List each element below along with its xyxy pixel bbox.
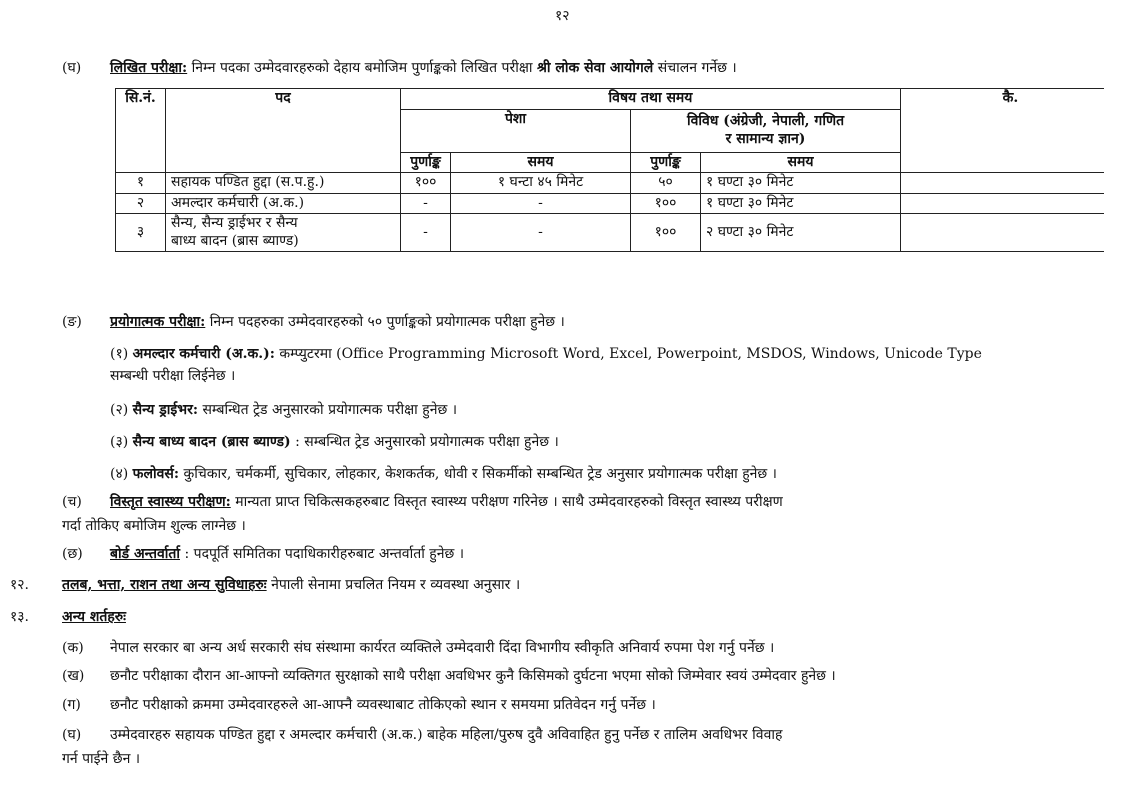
page-right-edge [1104,0,1132,787]
health-title: विस्तृत स्वास्थ्य परीक्षण: [110,494,231,510]
row-remarks [901,173,1121,194]
practical-title: प्रयोगात्मक परीक्षा: [110,314,206,330]
condition-marker: (क) [62,640,84,656]
row-sn: २ [116,193,166,214]
row-profession-marks: १०० [401,173,451,194]
health-marker: (च) [62,494,82,510]
practical-item-1-cont: सम्बन्धी परीक्षा लिईनेछ । [110,368,236,384]
salary-text: नेपाली सेनामा प्रचलित नियम र व्यवस्था अनुसार । [271,577,521,593]
row-sn: १ [116,173,166,194]
practical-item-4 [110,466,777,484]
item-marker: (१) [110,346,129,362]
practical-item-1 [110,346,982,364]
item-text: : सम्बन्धित ट्रेड अनुसारको प्रयोगात्मक परीक्षा हुनेछ । [295,434,559,450]
header-sn: सि.नं. [116,89,166,173]
row-misc-time: १ घण्टा ३० मिनेट [701,173,901,194]
interview-text: : पदपूर्ति समितिका पदाधिकारीहरुबाट अन्तर्वार्ता हुनेछ । [184,546,465,562]
practical-paragraph [110,314,565,332]
interview-title: बोर्ड अन्तर्वार्ता [110,546,180,562]
health-paragraph [110,494,783,512]
header-post: पद [166,89,401,173]
item-title: सैन्य बाध्य बादन (ब्रास ब्याण्ड) [132,434,291,450]
condition-marker: (ग) [62,697,81,713]
row-misc-time: १ घण्टा ३० मिनेट [701,193,901,214]
condition-text: छनौट परीक्षाको क्रममा उम्मेदवारहरुले आ-आफ्नै व्यवस्थाबाट तोकिएको स्थान र समयमा प्रतिवेदन गर्नु पर्नेछ । [110,697,656,713]
written-exam-text-a: निम्न पदका उम्मेदवारहरुको देहाय बमोजिम पुर्णाङ्कको लिखित परीक्षा [191,60,533,76]
row-post: सहायक पण्डित हुद्दा (स.प.हु.) [166,173,401,194]
header-misc-time: समय [701,152,901,173]
item-text: कम्प्युटरमा (Office Programming Microsoft Word, Excel, Powerpoint, MSDOS, Windows, Unicode Type [279,346,982,362]
header-misc-line-2: र सामान्य ज्ञान) [725,130,806,147]
row-remarks [901,214,1121,252]
row-misc-marks: ५० [631,173,701,194]
practical-item-2 [110,402,457,420]
page-number: १२ [555,8,570,24]
table-row [116,214,1121,252]
row-misc-time: २ घण्टा ३० मिनेट [701,214,901,252]
row-misc-marks: १०० [631,193,701,214]
interview-paragraph [110,546,464,564]
condition-marker: (ख) [62,668,85,684]
row-profession-time: - [451,193,631,214]
condition-cont: गर्न पाईने छैन । [62,751,141,767]
row-post: अमल्दार कर्मचारी (अ.क.) [166,193,401,214]
header-subject-time: विषय तथा समय [401,89,901,110]
written-exam-paragraph [110,60,737,78]
row-post-line-1: सैन्य, सैन्य ड्राईभर र सैन्य [171,215,298,231]
exam-table [115,88,1121,252]
condition-marker: (घ) [62,727,82,743]
header-profession: पेशा [401,109,631,152]
row-profession-marks: - [401,214,451,252]
header-misc-line-1: विविध (अंग्रेजी, नेपाली, गणित [686,113,845,129]
header-profession-fullmarks: पुर्णाङ्क [401,152,451,173]
health-text: मान्यता प्राप्त चिकित्सकहरुबाट विस्तृत स्वास्थ्य परीक्षण गरिनेछ । साथै उम्मेदवारहरुको विस्तृत स्वास्थ्य परीक्षण [235,494,783,510]
conditions-number: १३. [10,609,30,625]
table-row [116,193,1121,214]
row-profession-time: - [451,214,631,252]
row-post-line-2: बाध्य बादन (ब्रास ब्याण्ड) [171,232,299,249]
interview-marker: (छ) [62,546,83,562]
salary-title: तलब, भत्ता, राशन तथा अन्य सुविधाहरुः [62,577,267,593]
header-profession-time: समय [451,152,631,173]
practical-marker: (ङ) [62,314,82,330]
conditions-title: अन्य शर्तहरुः [62,609,126,625]
salary-paragraph [62,577,520,595]
row-post [166,214,401,252]
row-sn: ३ [116,214,166,252]
condition-text: नेपाल सरकार बा अन्य अर्ध सरकारी संघ संस्थामा कार्यरत व्यक्तिले उम्मेदवारी दिंदा विभागीय स्वीकृति अनिवार्य रुपमा पेश गर्नु पर्नेछ । [110,640,775,656]
row-profession-marks: - [401,193,451,214]
row-misc-marks: १०० [631,214,701,252]
item-title: फलोवर्स: [132,466,179,482]
condition-text: छनौट परीक्षाका दौरान आ-आफ्नो व्यक्तिगत सुरक्षाको साथै परीक्षा अवधिभर कुनै किसिमको दुर्घटना भएमा सोको जिम्मेवार स्वयं उम्मेदवार हुनेछ । [110,668,836,684]
item-marker: (४) [110,466,129,482]
header-misc [631,109,901,152]
written-exam-marker: (घ) [62,60,82,76]
written-exam-authority: श्री लोक सेवा आयोगले [536,60,654,76]
table-header-row-1 [116,89,1121,110]
header-remarks: कै. [901,89,1121,173]
row-remarks [901,193,1121,214]
item-title: सैन्य ड्राईभर: [132,402,198,418]
salary-number: १२. [10,577,30,593]
item-marker: (२) [110,402,129,418]
practical-item-3 [110,434,559,452]
item-text: कुचिकार, चर्मकर्मी, सुचिकार, लोहकार, केशकर्तक, धोवी र सिकर्मीको सम्बन्धित ट्रेड अनुसार प्रयोगात्मक परीक्षा हुनेछ । [183,466,777,482]
table-row [116,173,1121,194]
written-exam-text-b: संचालन गर्नेछ । [657,60,737,76]
item-text: सम्बन्धित ट्रेड अनुसारको प्रयोगात्मक परीक्षा हुनेछ । [202,402,458,418]
health-cont: गर्दा तोकिए बमोजिम शुल्क लाग्नेछ । [62,518,246,534]
item-title: अमल्दार कर्मचारी (अ.क.): [132,346,275,362]
header-misc-fullmarks: पुर्णाङ्क [631,152,701,173]
condition-text: उम्मेदवारहरु सहायक पण्डित हुद्दा र अमल्दार कर्मचारी (अ.क.) बाहेक महिला/पुरुष दुवै अविवाहित हुनु पर्नेछ र तालिम अवधिभर विवाह [110,727,783,743]
written-exam-title: लिखित परीक्षा: [110,60,188,76]
row-profession-time: १ घन्टा ४५ मिनेट [451,173,631,194]
practical-text: निम्न पदहरुका उम्मेदवारहरुको ५० पुर्णाङ्कको प्रयोगात्मक परीक्षा हुनेछ । [209,314,565,330]
item-marker: (३) [110,434,129,450]
